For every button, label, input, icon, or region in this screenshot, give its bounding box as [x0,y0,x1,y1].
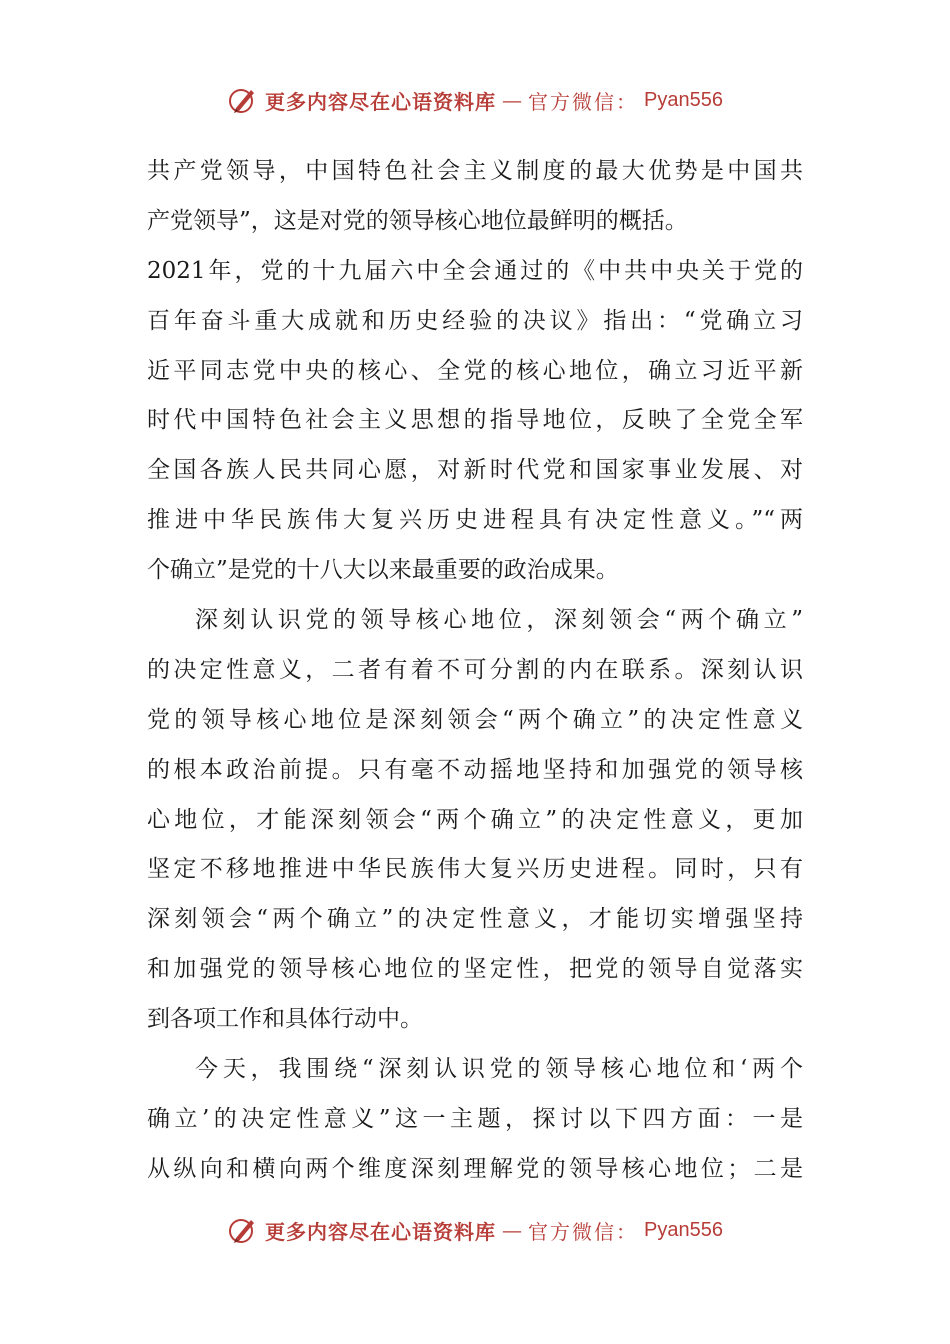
banner-site-text: 更多内容尽在心语资料库 [265,1219,497,1244]
banner-site-text: 更多内容尽在心语资料库 [265,89,497,114]
text-line: 党的领导核心地位是深刻领会“两个确立”的决定性意义 [147,706,803,733]
text-line: 心地位，才能深刻领会“两个确立”的决定性意义，更加 [147,806,803,833]
text-line: 和加强党的领导核心地位的坚定性，把党的领导自觉落实 [147,956,803,983]
text-line: 深刻领会“两个确立”的决定性意义，才能切实增强坚持 [147,906,803,933]
text-line: 推进中华民族伟大复兴历史进程具有决定性意义。”“两 [147,507,803,534]
pen-logo-icon [227,84,259,116]
footer-watermark-banner [0,1210,950,1250]
header-watermark-banner [0,80,950,120]
text-line: 从纵向和横向两个维度深刻理解党的领导核心地位；二是 [147,1155,803,1182]
text-line: 今天，我围绕“深刻认识党的领导核心地位和‘两个 [195,1056,803,1083]
text-line: 百年奋斗重大成就和历史经验的决议》指出：“党确立习 [147,307,803,334]
banner-wechat-id: Pyan556 [644,1218,723,1241]
banner-wechat-label: 官方微信： [528,89,639,114]
text-line: 近平同志党中央的核心、全党的核心地位，确立习近平新 [147,357,803,384]
text-line: 的根本政治前提。只有毫不动摇地坚持和加强党的领导核 [147,756,803,783]
text-line: 的决定性意义，二者有着不可分割的内在联系。深刻认识 [147,656,803,683]
document-body [147,147,803,1195]
text-line: 产党领导”，这是对党的领导核心地位最鲜明的概括。 [147,207,688,234]
text-line: 全国各族人民共同心愿，对新时代党和国家事业发展、对 [147,457,803,484]
text-line: 坚定不移地推进中华民族伟大复兴历史进程。同时，只有 [147,856,803,883]
text-line: 时代中国特色社会主义思想的指导地位，反映了全党全军 [147,407,803,434]
text-line: 确立’的决定性意义”这一主题，探讨以下四方面：一是 [147,1105,803,1132]
banner-wechat-label: 官方微信： [528,1219,639,1244]
banner-wechat-id: Pyan556 [644,88,723,111]
text-line: 个确立”是党的十八大以来最重要的政治成果。 [147,557,619,584]
text-line: 深刻认识党的领导核心地位，深刻领会“两个确立” [195,607,803,634]
pen-logo-icon [227,1214,259,1246]
text-line: 到各项工作和具体行动中。 [147,1006,423,1033]
banner-separator: — [502,1218,523,1242]
text-line: 2021年，党的十九届六中全会通过的《中共中央关于党的 [147,257,803,284]
banner-separator: — [502,88,523,112]
text-line: 共产党领导，中国特色社会主义制度的最大优势是中国共 [147,158,803,184]
